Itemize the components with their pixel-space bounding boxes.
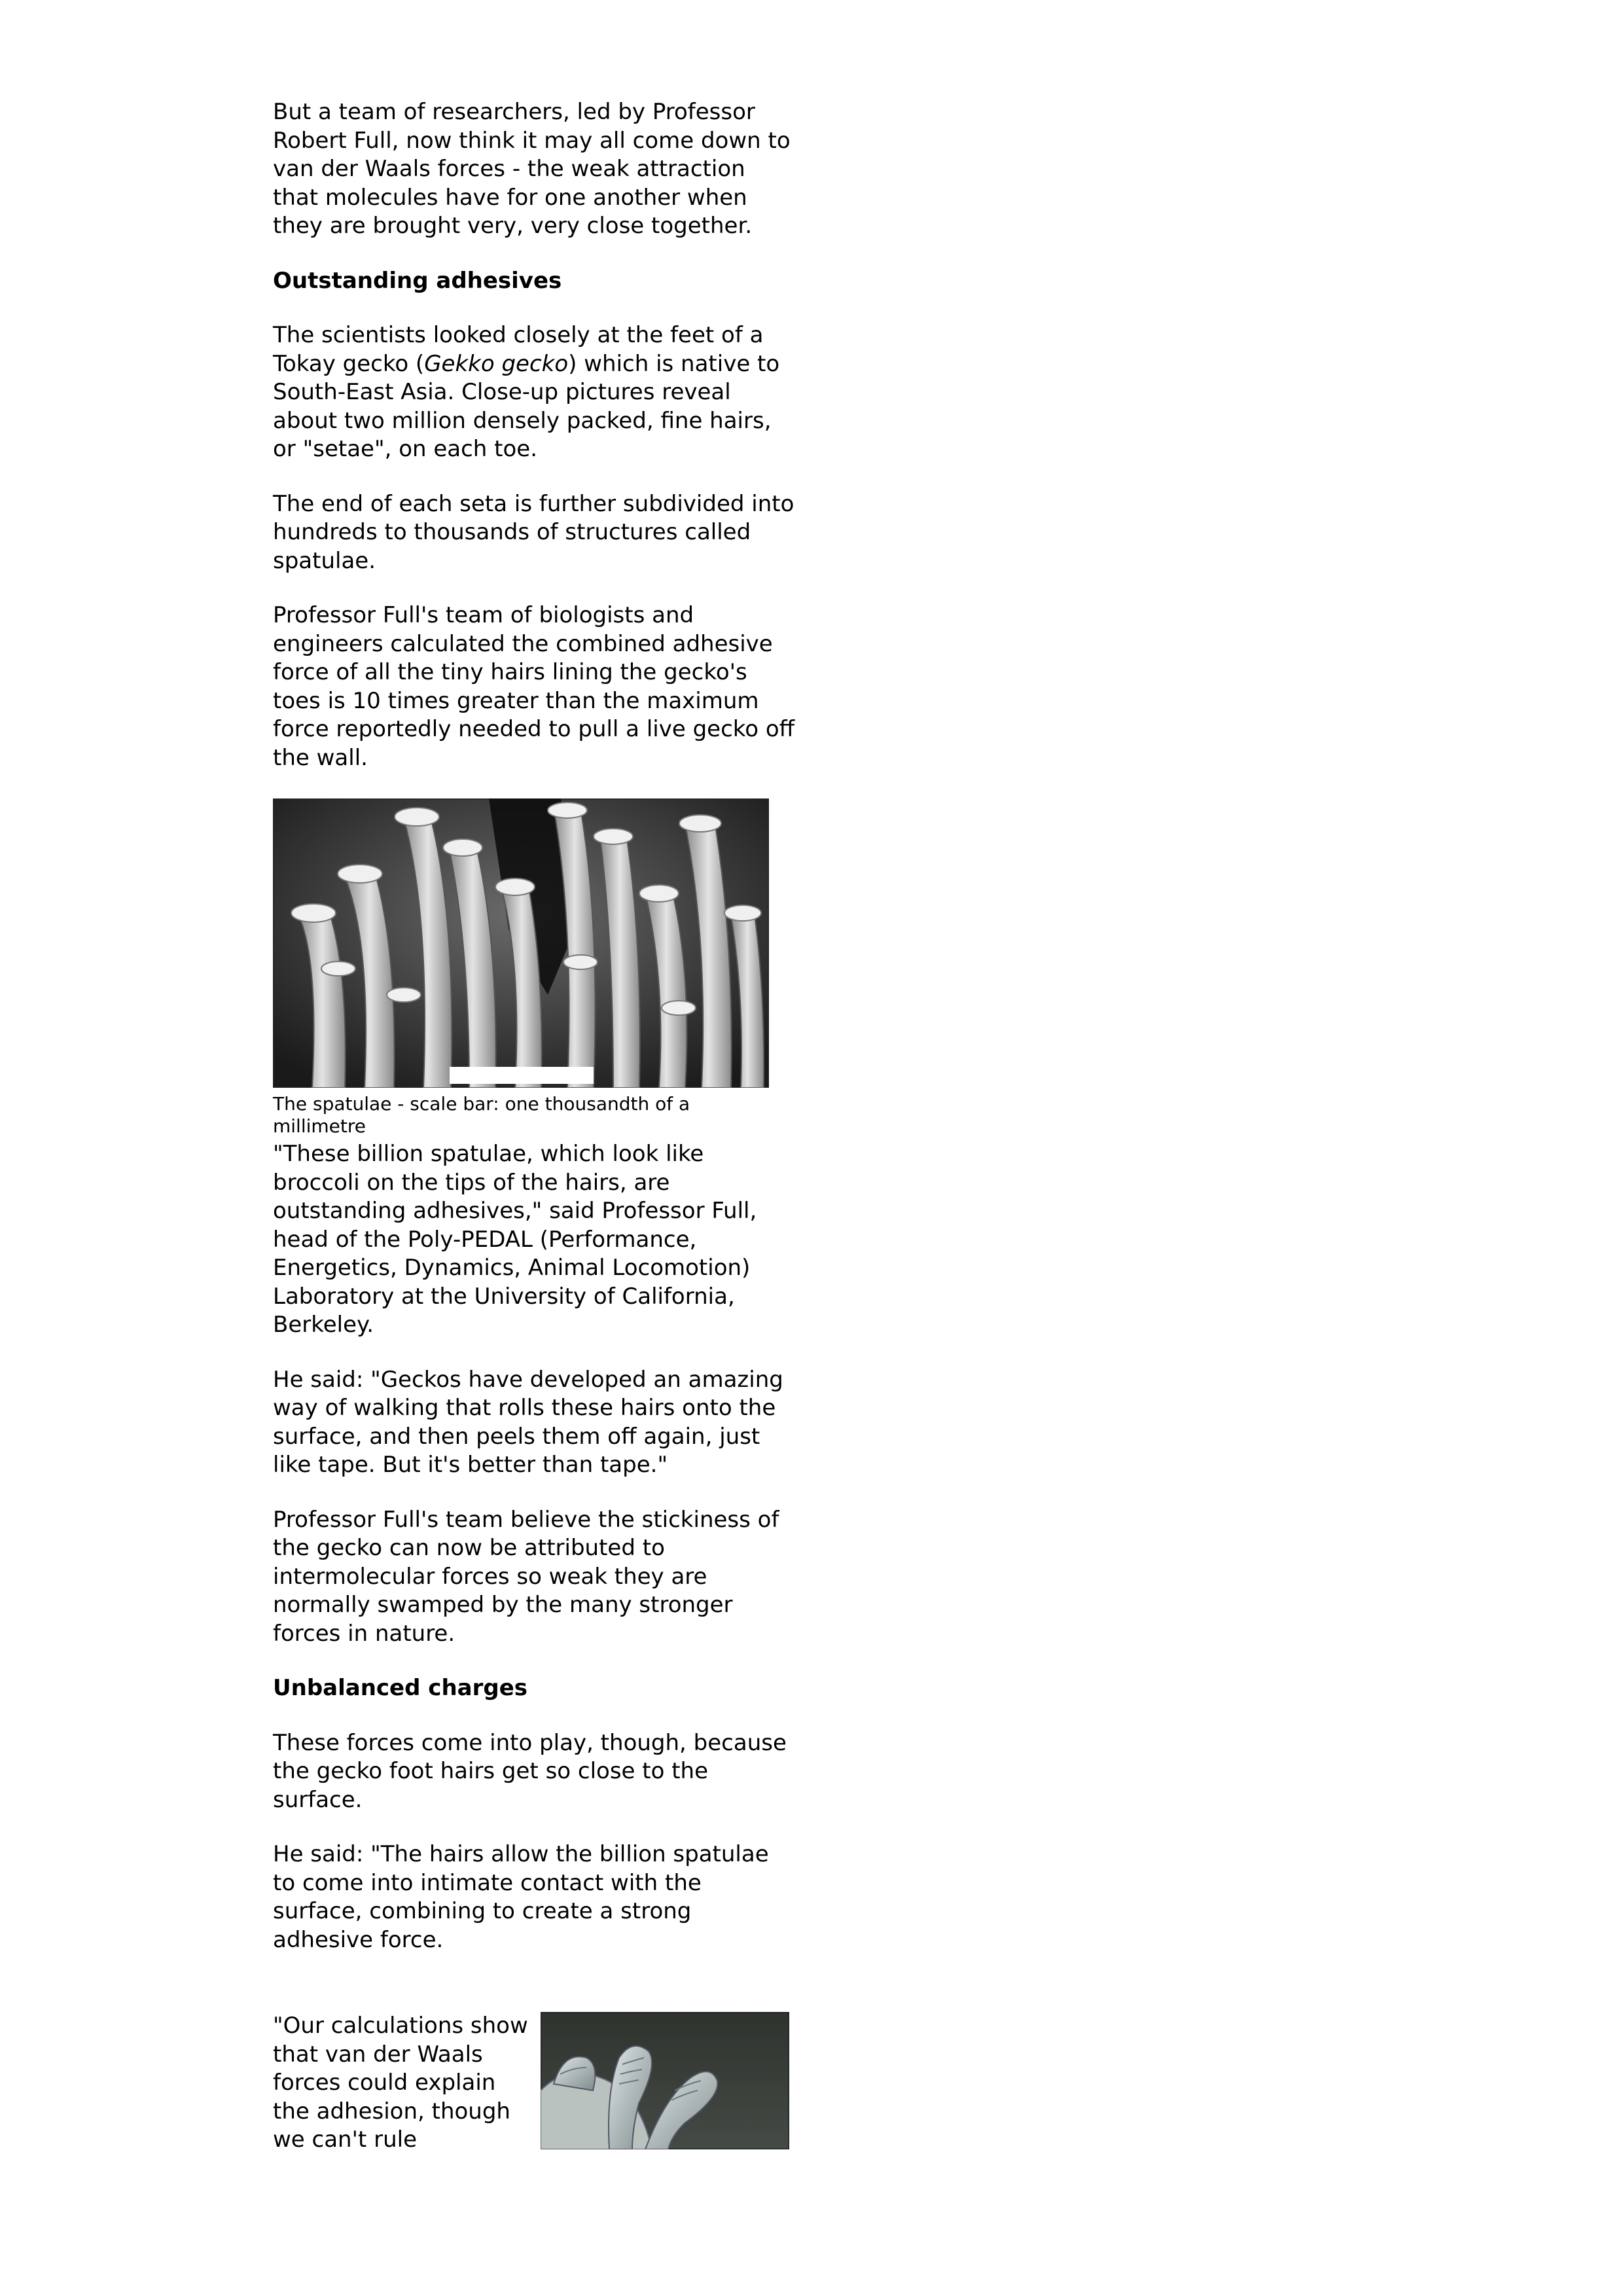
gecko-toe-photo-image bbox=[541, 2012, 789, 2149]
spatulae-micrograph-image bbox=[273, 798, 769, 1088]
scale-bar bbox=[450, 1067, 594, 1084]
paragraph-4: Professor Full's team of biologists and engineers calculated the combined adhesive force of all the tiny hairs lining the gecko's toes is 10 times greater than the maximum force reportedly needed to pull a live gecko off the wall. bbox=[273, 602, 795, 771]
species-name: Gekko gecko bbox=[424, 350, 569, 377]
heading-outstanding-adhesives: Outstanding adhesives bbox=[273, 267, 562, 294]
figure-caption: The spatulae - scale bar: one thousandth of a millimetre bbox=[273, 1093, 690, 1137]
float-section bbox=[273, 2012, 796, 2155]
gecko-toe-photo bbox=[541, 2012, 789, 2149]
spatulae-micrograph bbox=[273, 798, 769, 1088]
paragraph-3: The end of each seta is further subdivided into hundreds to thousands of structures called spatulae. bbox=[273, 490, 794, 574]
paragraph-6: He said: "Geckos have developed an amazing way of walking that rolls these hairs onto the surface, and then peels them off again, just like tape. But it's better than tape." bbox=[273, 1366, 783, 1478]
heading-unbalanced-charges: Unbalanced charges bbox=[273, 1675, 527, 1701]
paragraph-2-text-b: ) which is native to South-East Asia. Close-up pictures reveal about two million densely packed, fine hairs, or "setae", on each toe. bbox=[273, 350, 780, 462]
paragraph-7: Professor Full's team believe the stickiness of the gecko can now be attributed to intermolecular forces so weak they are normally swamped by the many stronger forces in nature. bbox=[273, 1506, 779, 1647]
paragraph-10: "Our calculations show that van der Waals forces could explain the adhesion, though we can't rule bbox=[273, 2013, 528, 2153]
article-column bbox=[273, 98, 796, 2155]
paragraph-2 bbox=[273, 321, 796, 464]
paragraph-1: But a team of researchers, led by Professor Robert Full, now think it may all come down to van der Waals forces - the weak attraction that molecules have for one another when they are brought very, very close together. bbox=[273, 99, 791, 239]
paragraph-5: "These billion spatulae, which look like broccoli on the tips of the hairs, are outstanding adhesives," said Professor Full, head of the Poly-PEDAL (Performance, Energetics, Dynamics, Animal Locomotion) Laboratory at the University of California, Berkeley. bbox=[273, 1141, 757, 1338]
paragraph-8: These forces come into play, though, because the gecko foot hairs get so close to the surface. bbox=[273, 1729, 787, 1813]
paragraph-9: He said: "The hairs allow the billion spatulae to come into intimate contact with the surface, combining to create a strong adhesive force. bbox=[273, 1841, 769, 1953]
paragraph-2-text-a: The scientists looked closely at the feet of a Tokay gecko ( bbox=[273, 322, 764, 377]
